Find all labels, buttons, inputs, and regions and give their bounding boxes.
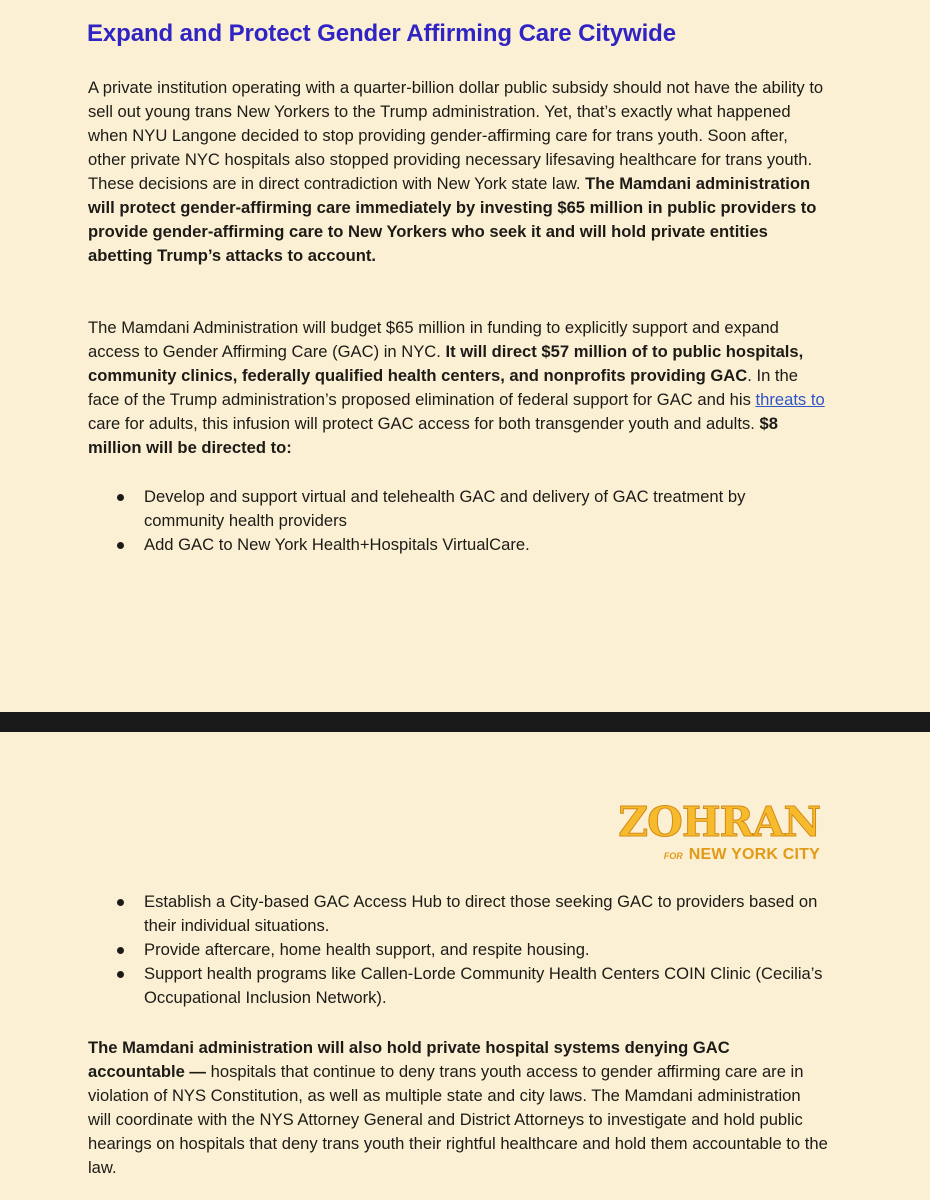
bullet-icon (117, 947, 124, 954)
list-item-text: Add GAC to New York Health+Hospitals VirtualCare. (144, 535, 530, 554)
zohran-logo (618, 800, 820, 864)
accountability-bold: The Mamdani administration will also hold private hospital systems denying GAC accountable — (88, 1038, 730, 1081)
logo-subtitle (618, 846, 820, 864)
paragraph-intro (88, 76, 828, 268)
document-page-2 (0, 732, 930, 1200)
budget-bold-2: $8 million will be directed to: (88, 414, 778, 457)
logo-wordmark: ZOHRAN (618, 798, 820, 846)
paragraph-accountability (88, 1036, 828, 1180)
bullet-icon (117, 899, 124, 906)
list-item (88, 938, 828, 962)
budget-bold-1: It will direct $57 million of to public hospitals, community clinics, federally qualified health centers, and nonprofits providing GAC (88, 342, 804, 385)
bullet-list-page-1 (88, 485, 828, 557)
list-item-text: Establish a City-based GAC Access Hub to direct those seeking GAC to providers based on their individual situations. (144, 892, 818, 935)
budget-text-1: The Mamdani Administration will budget $65 million in funding to explicitly support and expand access to Gender Affirming Care (GAC) in NYC. (88, 318, 779, 361)
list-item (88, 485, 828, 533)
section-title: Expand and Protect Gender Affirming Care Citywide (87, 20, 676, 47)
bullet-list-page-2 (88, 890, 828, 1010)
list-item-text: Develop and support virtual and telehealth GAC and delivery of GAC treatment by community health providers (144, 487, 746, 530)
bullet-icon (117, 494, 124, 501)
list-item (88, 533, 828, 557)
intro-bold-text: The Mamdani administration will protect gender-affirming care immediately by investing $65 million in public providers to provide gender-affirming care to New Yorkers who seek it and will hold private entities abetting Trump’s attacks to account. (88, 174, 817, 265)
accountability-text: hospitals that continue to deny trans youth access to gender affirming care are in violation of NYS Constitution, as well as multiple state and city laws. The Mamdani administration will coordinate with the NYS Attorney General and District Attorneys to investigate and hold public hearings on hospitals that deny trans youth their rightful healthcare and hold them accountable to the law. (88, 1062, 828, 1177)
bullet-icon (117, 542, 124, 549)
list-item-text: Support health programs like Callen-Lorde Community Health Centers COIN Clinic (Cecilia’s Occupational Inclusion Network). (144, 964, 823, 1007)
page-divider (0, 712, 930, 732)
budget-text-3: care for adults, this infusion will protect GAC access for both transgender youth and adults. (88, 414, 760, 433)
list-item (88, 890, 828, 938)
paragraph-budget (88, 316, 828, 460)
intro-text: A private institution operating with a quarter-billion dollar public subsidy should not have the ability to sell out young trans New Yorkers to the Trump administration. Yet, that’s exactly what happened when NYU Langone decided to stop providing gender-affirming care for trans youth. Soon after, other private NYC hospitals also stopped providing necessary lifesaving healthcare for trans youth. These decisions are in direct contradiction with New York state law. (88, 78, 824, 193)
threats-to-link[interactable]: threats to (755, 390, 825, 409)
budget-text-2: . In the face of the Trump administration’s proposed elimination of federal support for GAC and his (88, 366, 798, 409)
list-item-text: Provide aftercare, home health support, and respite housing. (144, 940, 590, 959)
logo-for: FOR (663, 851, 683, 861)
bullet-icon (117, 971, 124, 978)
logo-city: NEW YORK CITY (688, 846, 820, 863)
list-item (88, 962, 828, 1010)
